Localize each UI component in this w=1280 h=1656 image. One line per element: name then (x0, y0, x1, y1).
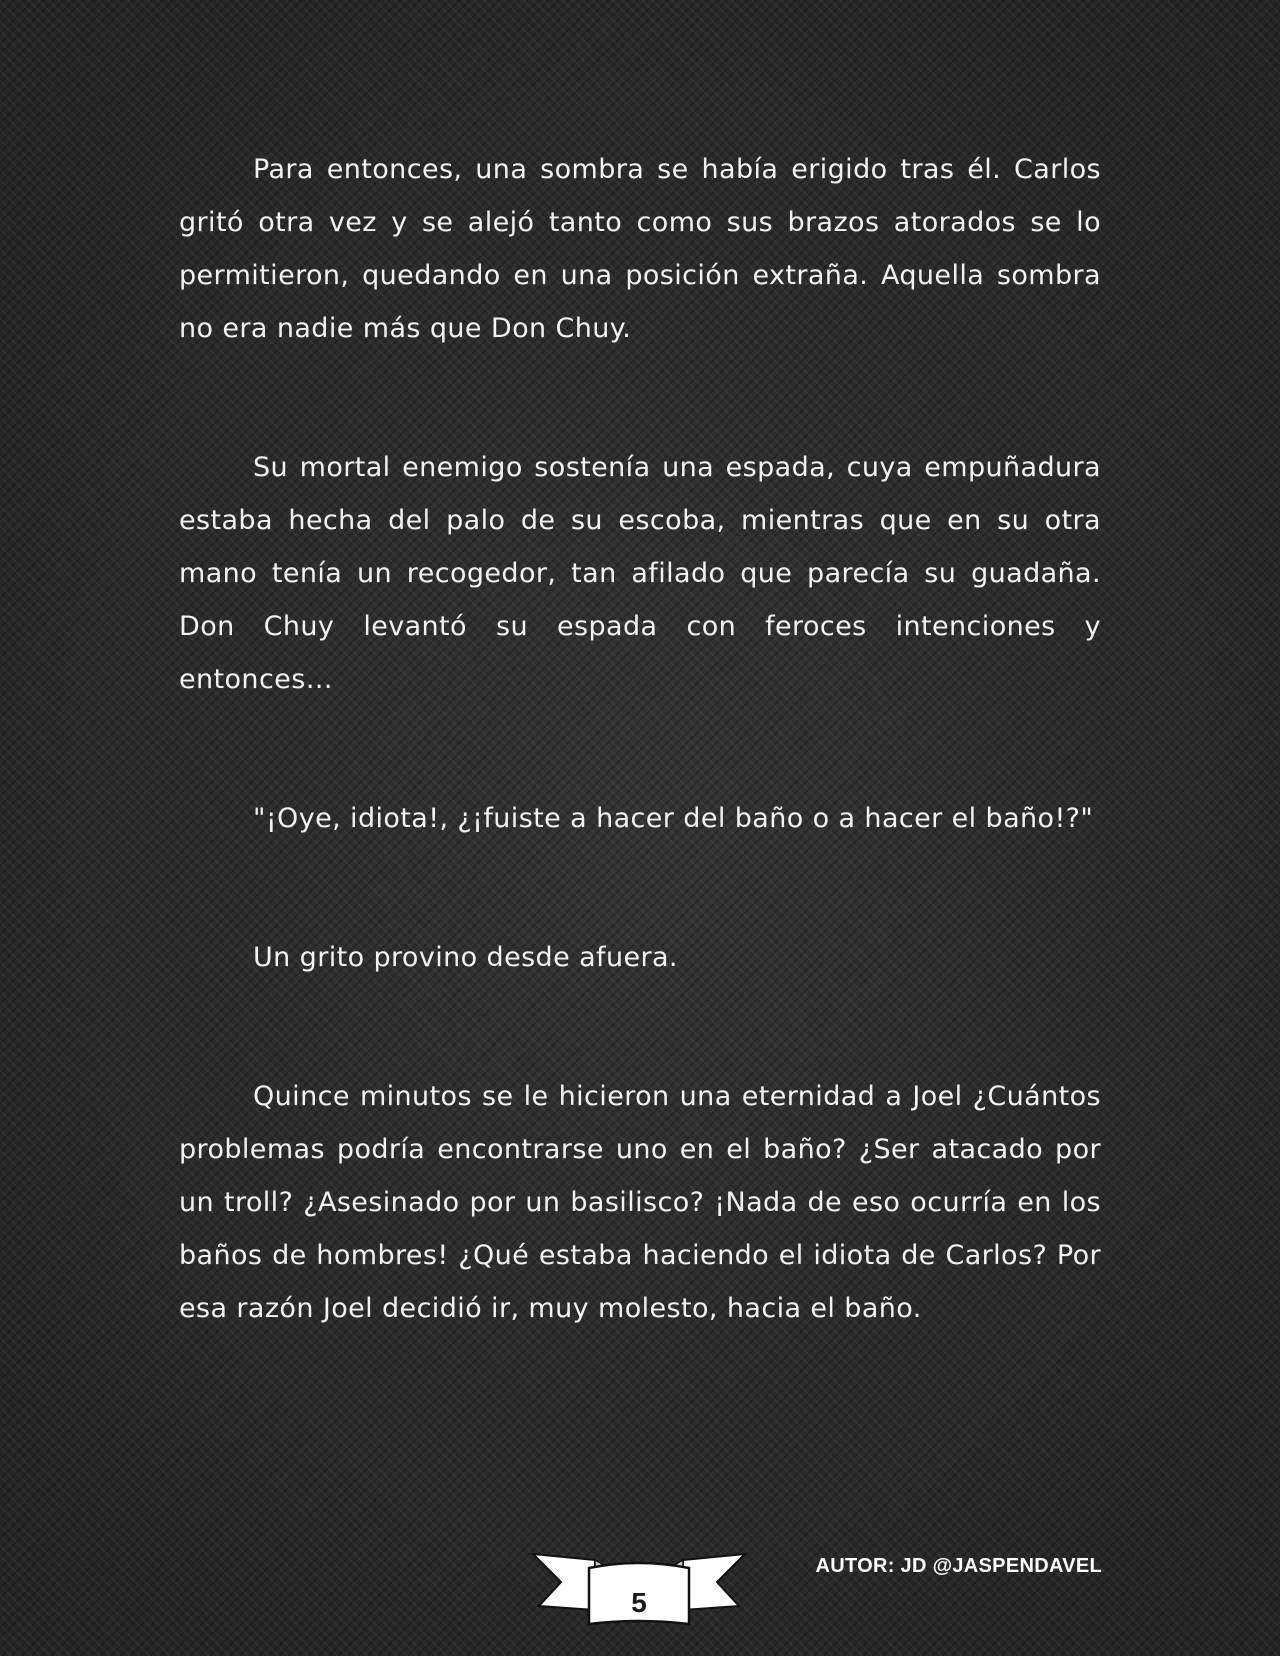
story-text (179, 143, 1101, 1335)
page-number: 5 (631, 1587, 647, 1618)
paragraph-5: Quince minutos se le hicieron una eternidad a Joel ¿Cuántos problemas podría encontrarse uno en el baño? ¿Ser atacado por un troll? ¿Asesinado por un basilisco? ¡Nada de eso ocurría en los baños de hombres! ¿Qué estaba haciendo el idiota de Carlos? Por esa razón Joel decidió ir, muy molesto, hacia el baño. (179, 1081, 1101, 1324)
paragraph-3-dialogue: "¡Oye, idiota!, ¿¡fuiste a hacer del baño o a hacer el baño!?" (253, 803, 1094, 834)
paragraph-4: Un grito provino desde afuera. (253, 942, 678, 973)
author-credit: AUTOR: JD @JASPENDAVEL (815, 1555, 1102, 1577)
paragraph-1: Para entonces, una sombra se había erigido tras él. Carlos gritó otra vez y se alejó tanto como sus brazos atorados se lo permitieron, quedando en una posición extraña. Aquella sombra no era nadie más que Don Chuy. (179, 154, 1101, 344)
page-number-ribbon (531, 1548, 747, 1628)
paragraph-2: Su mortal enemigo sostenía una espada, cuya empuñadura estaba hecha del palo de su escoba, mientras que en su otra mano tenía un recogedor, tan afilado que parecía su guadaña. Don Chuy levantó su espada con feroces intenciones y entonces… (179, 452, 1101, 695)
